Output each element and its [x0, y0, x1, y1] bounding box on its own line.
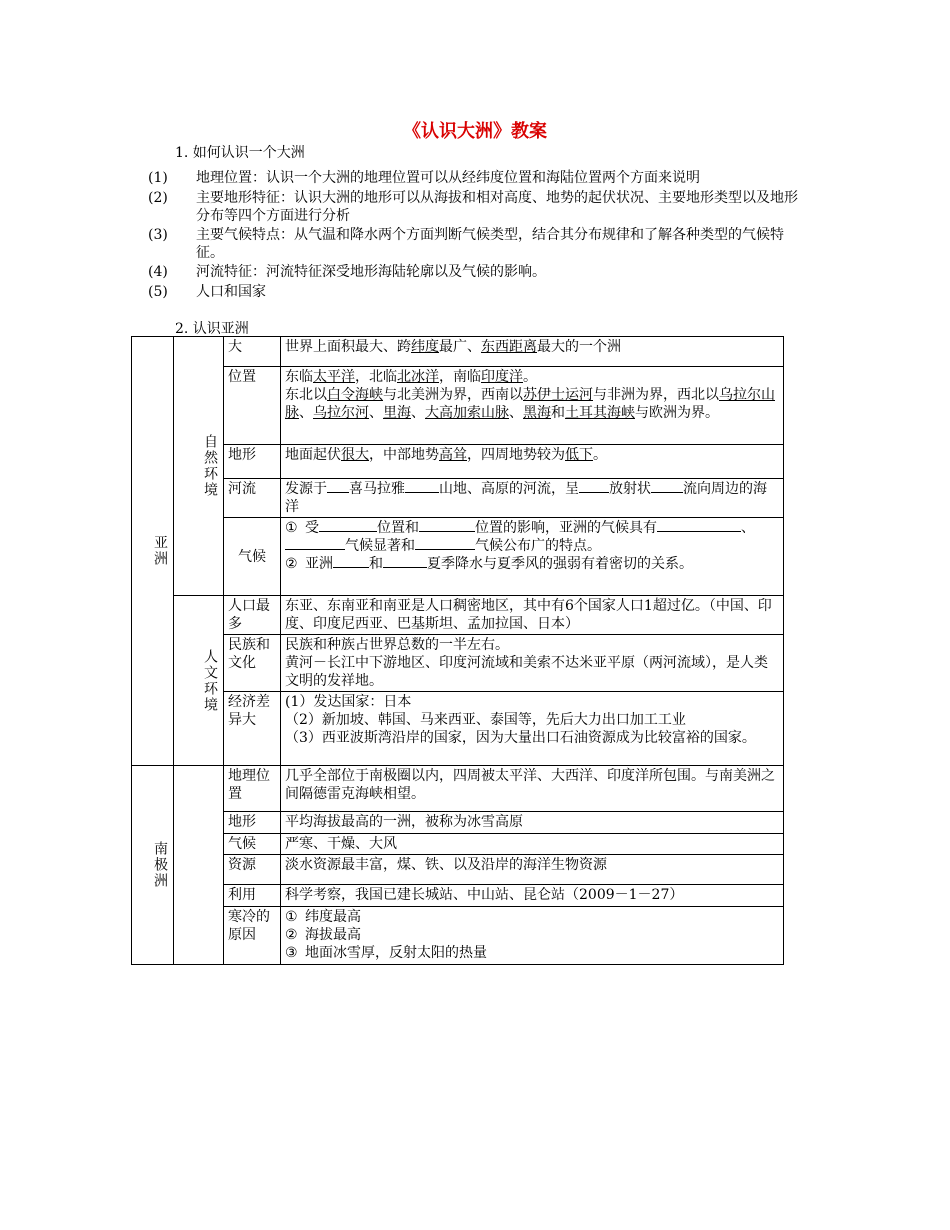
item-text: 河流特征：河流特征深受地形海陆轮廓以及气候的影响。 [196, 264, 546, 280]
table-row [132, 692, 784, 766]
table-row [132, 834, 784, 855]
antarctica-label: 南极洲 [132, 766, 174, 965]
row-label: 地形 [224, 812, 281, 834]
row-content: 平均海拔最高的一洲，被称为冰雪高原 [281, 812, 784, 834]
row-content: 发源于 喜马拉雅 山地、高原的河流，呈 放射状 流向周边的海洋 [281, 479, 784, 518]
row-content: (1）发达国家：日本 （2）新加坡、韩国、马来西亚、泰国等，先后大力出口加工工业 （3）西亚波斯湾沿岸的国家，因为大量出口石油资源成为比较富裕的国家。 [281, 692, 784, 766]
table-row [132, 445, 784, 479]
table-row [132, 635, 784, 692]
row-label: 大 [224, 337, 281, 367]
item-number: (5) [148, 284, 168, 300]
table-row [132, 596, 784, 635]
human-environment-label: 人文环境 [174, 596, 224, 766]
row-content: 民族和种族占世界总数的一半左右。 黄河－长江中下游地区、印度河流域和美索不达米亚平原（两河流域），是人类文明的发祥地。 [281, 635, 784, 692]
item-text: 地理位置：认识一个大洲的地理位置可以从经纬度位置和海陆位置两个方面来说明 [196, 170, 700, 186]
list-item [148, 189, 808, 225]
table-row [132, 479, 784, 518]
empty-cell [174, 766, 224, 965]
row-label: 寒冷的原因 [224, 907, 281, 965]
table-row [132, 855, 784, 885]
row-content: 东亚、东南亚和南亚是人口稠密地区，其中有6个国家人口1超过亿。（中国、印度、印度尼西亚、巴基斯坦、孟加拉国、日本） [281, 596, 784, 635]
table-row [132, 337, 784, 367]
table-row [132, 518, 784, 596]
section2-heading: 2. 认识亚洲 [175, 321, 249, 337]
row-content: 严寒、干燥、大风 [281, 834, 784, 855]
row-content: 淡水资源最丰富，煤、铁、以及沿岸的海洋生物资源 [281, 855, 784, 885]
table-row [132, 907, 784, 965]
row-content: 科学考察，我国已建长城站、中山站、昆仑站（2009－1－27） [281, 885, 784, 907]
table-row [132, 367, 784, 445]
row-content: 几乎全部位于南极圈以内，四周被太平洋、大西洋、印度洋所包围。与南美洲之间隔德雷克海峡相望。 [281, 766, 784, 812]
section1-heading: 1. 如何认识一个大洲 [175, 145, 305, 161]
list-item [148, 263, 808, 281]
table-row [132, 766, 784, 812]
item-number: (1) [148, 170, 168, 186]
table-row [132, 885, 784, 907]
row-label: 气候 [224, 518, 281, 596]
continent-table [131, 336, 784, 965]
row-label: 河流 [224, 479, 281, 518]
row-label: 人口最多 [224, 596, 281, 635]
row-label: 地理位置 [224, 766, 281, 812]
row-content: ① 受 位置和 位置的影响，亚洲的气候具有 、气候显著和 气候公布广的特点。 ② 亚洲 和 夏季降水与夏季风的强弱有着密切的关系。 [281, 518, 784, 596]
row-label: 资源 [224, 855, 281, 885]
asia-label: 亚洲 [132, 337, 174, 766]
row-content: ① 纬度最高 ② 海拔最高 ③ 地面冰雪厚，反射太阳的热量 [281, 907, 784, 965]
list-item [148, 226, 808, 262]
page-title: 《认识大洲》教案 [403, 121, 547, 142]
list-item [148, 283, 808, 301]
natural-environment-label: 自然环境 [174, 337, 224, 596]
row-label: 位置 [224, 367, 281, 445]
item-text: 主要地形特征：认识大洲的地形可以从海拔和相对高度、地势的起伏状况、主要地形类型以及地形分布等四个方面进行分析 [196, 190, 798, 224]
row-content: 地面起伏很大，中部地势高耸，四周地势较为低下。 [281, 445, 784, 479]
item-number: (2) [148, 190, 168, 206]
item-text: 主要气候特点：从气温和降水两个方面判断气候类型，结合其分布规律和了解各种类型的气候特征。 [196, 227, 784, 261]
item-number: (4) [148, 264, 168, 280]
list-item [148, 169, 808, 187]
row-label: 气候 [224, 834, 281, 855]
row-content: 东临太平洋，北临北冰洋，南临印度洋。 东北以白令海峡与北美洲为界，西南以苏伊士运河与非洲为界，西北以乌拉尔山脉、乌拉尔河、里海、大高加索山脉、黑海和土耳其海峡与欧洲为界。 [281, 367, 784, 445]
row-label: 民族和文化 [224, 635, 281, 692]
table-row [132, 812, 784, 834]
row-label: 利用 [224, 885, 281, 907]
item-number: (3) [148, 227, 168, 243]
row-content: 世界上面积最大、跨纬度最广、东西距离最大的一个洲 [281, 337, 784, 367]
row-label: 经济差异大 [224, 692, 281, 766]
item-text: 人口和国家 [196, 284, 266, 300]
row-label: 地形 [224, 445, 281, 479]
